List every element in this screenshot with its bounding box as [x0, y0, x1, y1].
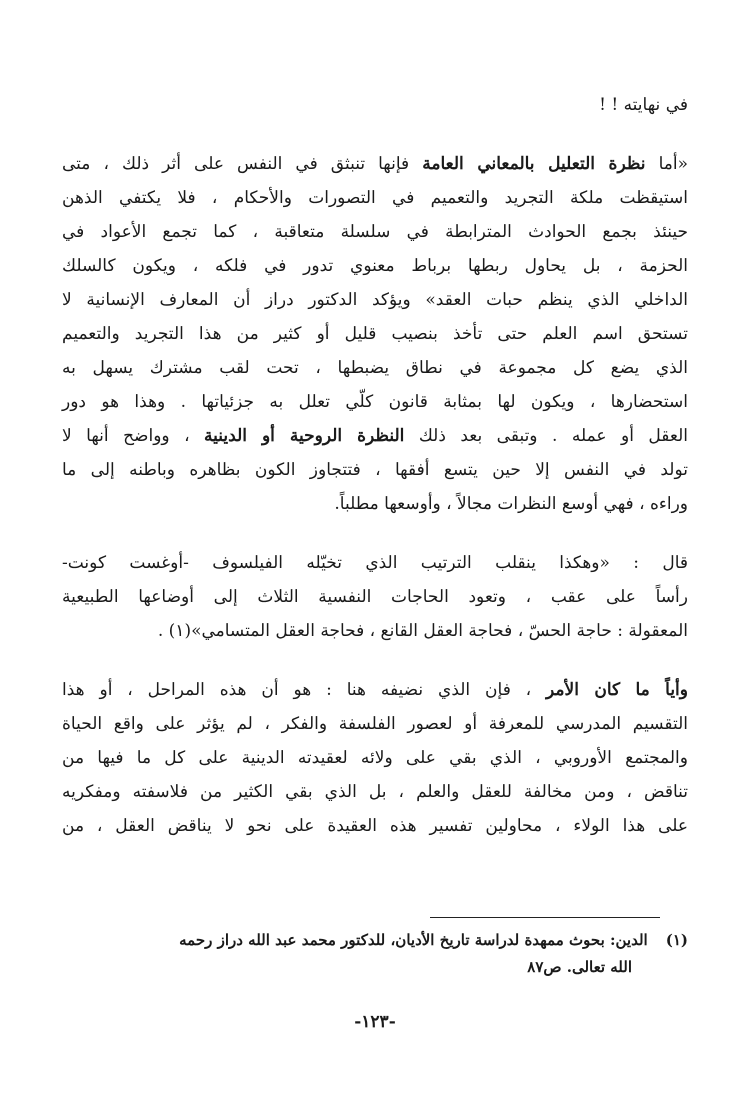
paragraph-1-line-3: حينئذ بجمع الحوادث المترابطة في سلسلة متعاقبة ، كما تجمع الأعواد في	[62, 222, 688, 242]
footnote-line-1	[62, 930, 688, 950]
footnote-text: الدين: بحوث ممهدة لدراسة تاريخ الأديان، للدكتور محمد عبد الله دراز رحمه	[179, 931, 648, 949]
paragraph-1-line-1	[62, 153, 688, 175]
paragraph-2-line-1: قال : «وهكذا ينقلب الترتيب الذي تخيّله الفيلسوف -أوغست كونت-	[62, 553, 688, 573]
paragraph-1-line-5: الداخلي الذي ينظم حبات العقد» ويؤكد الدكتور دراز أن المعارف الإنسانية لا	[62, 290, 688, 310]
footnote-number: (١)	[665, 931, 688, 949]
bold-term: النظرة الروحية أو الدينية	[204, 426, 405, 446]
text-run: «أما	[645, 154, 688, 174]
paragraph-1-line-7: الذي يضع كل مجموعة في نطاق يضبطها ، تحت لقب مشترك يسهل به	[62, 358, 688, 378]
paragraph-1-line-9	[62, 425, 688, 447]
paragraph-1-line-11: وراءه ، فهي أوسع النظرات مجالاً ، وأوسعها مطلباً.	[334, 494, 688, 514]
paragraph-1-line-10: تولد في النفس إلا حين يتسع أفقها ، فتتجاوز الكون بظاهره وباطنه إلى ما	[62, 460, 688, 480]
text-run: ، فإن الذي نضيفه هنا : هو أن هذه المراحل ، أو هذا	[62, 680, 547, 700]
paragraph-3-line-2: التقسيم المدرسي للمعرفة أو لعصور الفلسفة والفكر ، لم يؤثر على واقع الحياة	[62, 714, 688, 734]
continuation-line: في نهايته ! !	[599, 95, 688, 115]
text-run: فإنها تنبثق في النفس على أثر ذلك ، متى	[62, 154, 423, 174]
paragraph-1-line-6: تستحق اسم العلم حتى تأخذ بنصيب قليل أو كثير من هذا التجريد والتعميم	[62, 324, 688, 344]
paragraph-3-line-4: تناقض ، ومن مخالفة للعقل والعلم ، بل الذي بقي الكثير من فلاسفته ومفكريه	[62, 782, 688, 802]
paragraph-1-line-8: استحضارها ، ويكون لها بمثابة قانون كلّي تعلل به جزئياتها . وهذا هو دور	[62, 392, 688, 412]
bold-term: نظرة التعليل بالمعاني العامة	[422, 154, 646, 174]
text-run: ، وواضح أنها لا	[62, 426, 205, 446]
paragraph-1-line-2: استيقظت ملكة التجريد والتعميم في التصورات والأحكام ، فلا يكتفي الذهن	[62, 188, 688, 208]
text-run: العقل أو عمله . وتبقى بعد ذلك	[404, 426, 688, 446]
paragraph-3-line-5: على هذا الولاء ، محاولين تفسير هذه العقيدة على نحو لا يناقض العقل ، من	[62, 816, 688, 836]
footnote-divider	[430, 917, 660, 918]
paragraph-2-line-3: المعقولة : حاجة الحسّ ، فحاجة العقل القانع ، فحاجة العقل المتسامي»(١) .	[157, 621, 688, 641]
paragraph-3-line-3: والمجتمع الأوروبي ، الذي بقي على ولائه لعقيدته الدينية على كل ما فيها من	[62, 748, 688, 768]
page-number: -١٢٣-	[354, 1012, 396, 1032]
paragraph-2-line-2: رأساً على عقب ، وتعود الحاجات النفسية الثلاث إلى أوضاعها الطبيعية	[62, 587, 688, 607]
bold-term: وأياً ما كان الأمر	[546, 680, 688, 700]
paragraph-3-line-1	[62, 679, 688, 701]
paragraph-1-line-4: الحزمة ، بل يحاول ربطها برباط معنوي تدور في فلكه ، ويكون كالسلك	[62, 256, 688, 276]
footnote-line-2: الله تعالى. ص٨٧	[527, 958, 632, 976]
